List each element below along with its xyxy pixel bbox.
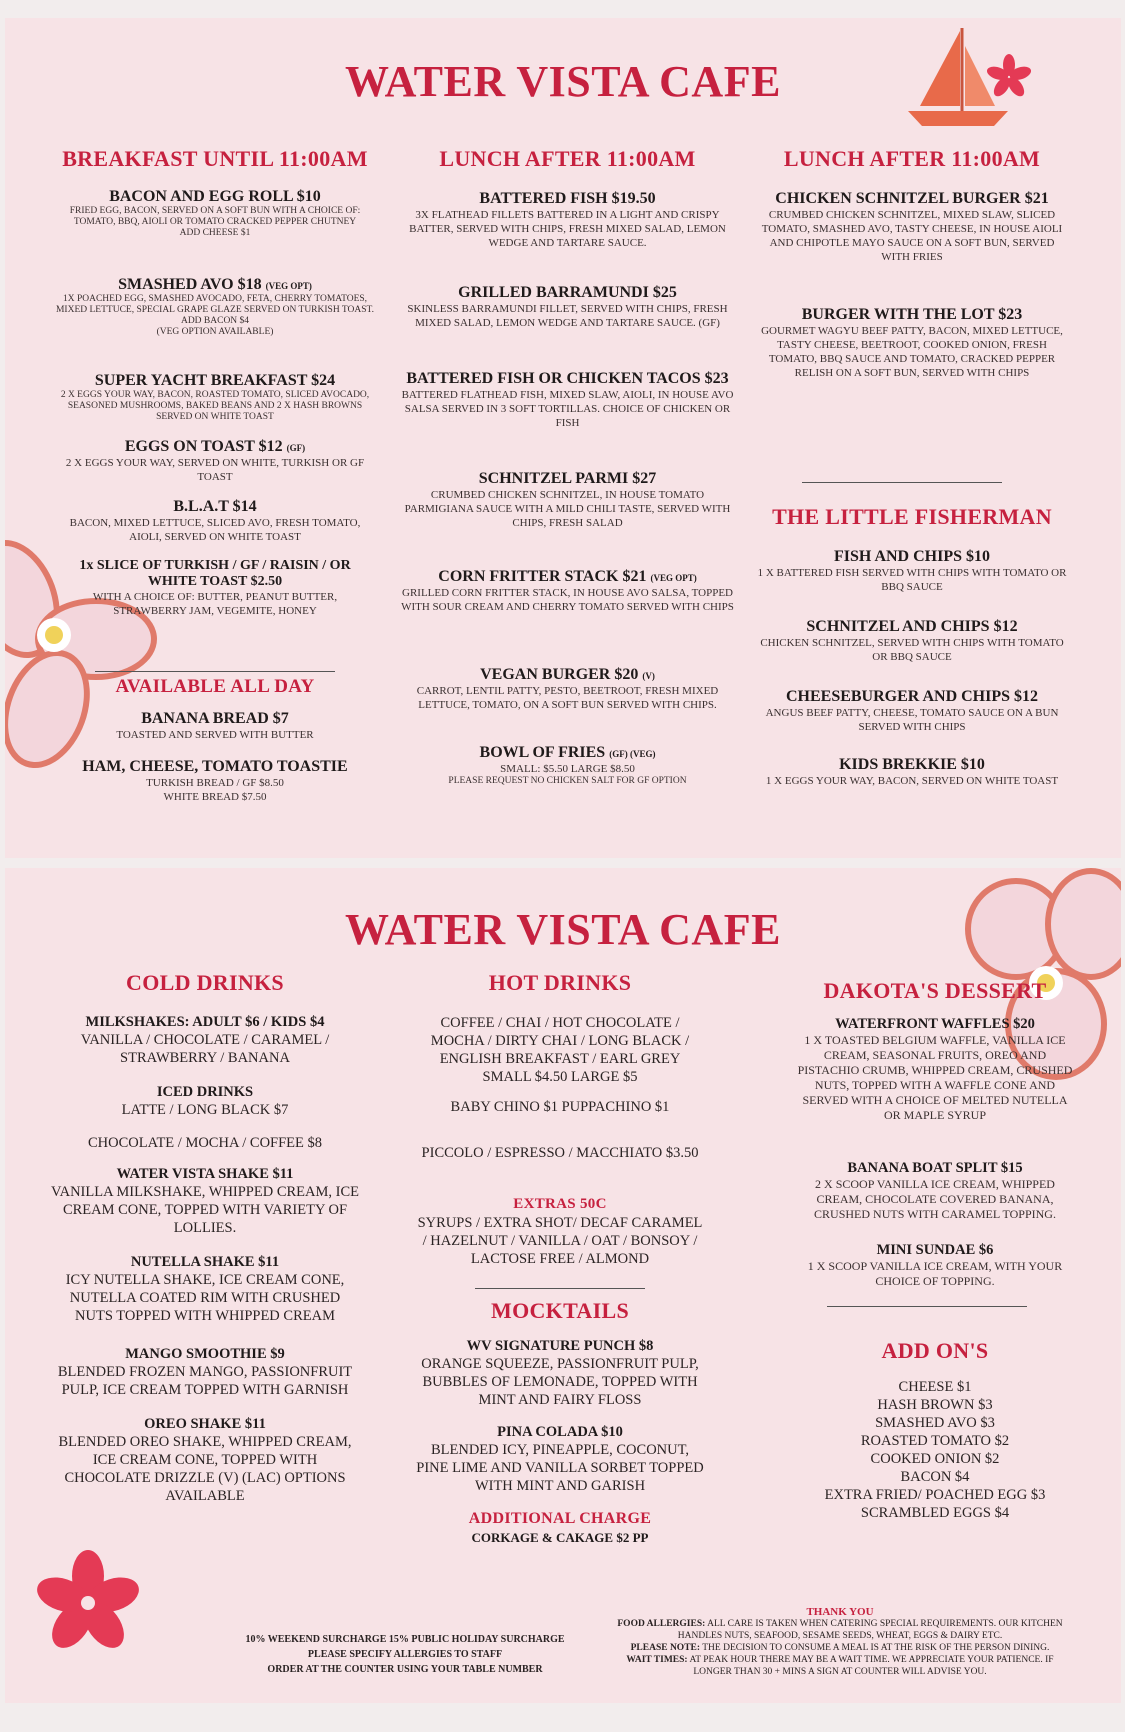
menu-item: BATTERED FISH $19.50 3X FLATHEAD FILLETS BATTERED IN A LIGHT AND CRISPY BATTER, SERVED WITH CHIPS, FRESH MIXED SALAD, LEMON WEDGE AND TARTARE SAUCE.	[409, 190, 726, 249]
menu-item: ICED DRINKS LATTE / LONG BLACK $7	[121, 1084, 289, 1118]
lunch-column-2	[757, 146, 1067, 846]
dessert-column	[795, 978, 1075, 1521]
cold-drinks-column	[50, 970, 360, 1504]
menu-item: SMASHED AVO $18 (VEG OPT) 1X POACHED EGG, SMASHED AVOCADO, FETA, CHERRY TOMATOES, MIXED LETTUCE, SPECIAL GRAPE GLAZE SERVED ON TURKISH TOAST. ADD BACON $4 (VEG OPTION AVAILABLE)	[55, 276, 375, 337]
section-header-additional-charge: ADDITIONAL CHARGE	[468, 1510, 652, 1527]
menu-item: SUPER YACHT BREAKFAST $24 2 X EGGS YOUR WAY, BACON, ROASTED TOMATO, SLICED AVOCADO, SEASONED MUSHROOMS, BAKED BEANS AND 2 X HASH BROWNS SERVED ON WHITE TOAST	[60, 372, 370, 422]
menu-item: CHICKEN SCHNITZEL BURGER $21 CRUMBED CHICKEN SCHNITZEL, MIXED SLAW, SLICED TOMATO, SMASHED AVO, TASTY CHEESE, IN HOUSE AIOLI AND CHIPOTLE MAYO SAUCE ON A SOFT BUN, SERVED WITH FRIES	[761, 190, 1063, 263]
menu-item: BOWL OF FRIES (GF) (VEG) SMALL: $5.50 LARGE $8.50 PLEASE REQUEST NO CHICKEN SALT FOR GF OPTION	[448, 744, 687, 786]
menu-item: COFFEE / CHAI / HOT CHOCOLATE / MOCHA / DIRTY CHAI / LONG BLACK / ENGLISH BREAKFAST / EARL GREY SMALL $4.50 LARGE $5	[430, 1015, 690, 1085]
menu-item: MILKSHAKES: ADULT $6 / KIDS $4 VANILLA / CHOCOLATE / CARAMEL / STRAWBERRY / BANANA	[80, 1014, 330, 1066]
menu-item: PINA COLADA $10 BLENDED ICY, PINEAPPLE, COCONUT, PINE LIME AND VANILLA SORBET TOPPED WITH MINT AND GARISH	[416, 1424, 704, 1494]
menu-item: WATERFRONT WAFFLES $20 1 X TOASTED BELGIUM WAFFLE, VANILLA ICE CREAM, SEASONAL FRUITS, OREO AND PISTACHIO CRUMB, WHIPPED CREAM, CRUSHED NUTS, TOPPED WITH A WAFFLE CONE AND SERVED WITH A CHOICE OF MELTED NUTELLA OR MAPLE SYRUP	[797, 1016, 1073, 1122]
footer-left: 10% WEEKEND SURCHARGE 15% PUBLIC HOLIDAY SURCHARGE PLEASE SPECIFY ALLERGIES TO STAFF ORDER AT THE COUNTER USING YOUR TABLE NUMBER	[245, 1634, 565, 1675]
menu-item: WV SIGNATURE PUNCH $8 ORANGE SQUEEZE, PASSIONFRUIT PULP, BUBBLES OF LEMONADE, TOPPED WITH MINT AND FAIRY FLOSS	[421, 1338, 699, 1408]
section-header-mocktails: MOCKTAILS	[491, 1298, 629, 1323]
cafe-title: WATER VISTA CAFE	[345, 57, 781, 106]
add-ons-list: CHEESE $1 HASH BROWN $3 SMASHED AVO $3 ROASTED TOMATO $2 COOKED ONION $2 BACON $4 EXTRA FRIED/ POACHED EGG $3 SCRAMBLED EGGS $4	[824, 1379, 1046, 1521]
divider	[827, 1306, 1027, 1307]
menu-item: CHEESEBURGER AND CHIPS $12 ANGUS BEEF PATTY, CHEESE, TOMATO SAUCE ON A BUN SERVED WITH CHIPS	[765, 688, 1059, 733]
menu-item: 1x SLICE OF TURKISH / GF / RAISIN / OR WHITE TOAST $2.50 WITH A CHOICE OF: BUTTER, PEANUT BUTTER, STRAWBERRY JAM, VEGEMITE, HONEY	[79, 558, 351, 617]
menu-item: NUTELLA SHAKE $11 ICY NUTELLA SHAKE, ICE CREAM CONE, NUTELLA COATED RIM WITH CRUSHED NUTS TOPPED WITH WHIPPED CREAM	[65, 1254, 345, 1324]
menu-item: OREO SHAKE $11 BLENDED OREO SHAKE, WHIPPED CREAM, ICE CREAM CONE, TOPPED WITH CHOCOLATE DRIZZLE (V) (LAC) OPTIONS AVAILABLE	[58, 1416, 352, 1504]
section-header-all-day: AVAILABLE ALL DAY	[115, 676, 315, 697]
divider	[95, 671, 335, 672]
section-header-add-ons: ADD ON'S	[881, 1338, 989, 1363]
section-header-lunch: LUNCH AFTER 11:00AM	[439, 146, 696, 171]
menu-page-food	[5, 18, 1121, 858]
section-header-kids: THE LITTLE FISHERMAN	[772, 504, 1052, 529]
menu-item: VEGAN BURGER $20 (V) CARROT, LENTIL PATTY, PESTO, BEETROOT, FRESH MIXED LETTUCE, TOMATO, ON A SOFT BUN SERVED WITH CHIPS.	[416, 666, 719, 711]
menu-item: MANGO SMOOTHIE $9 BLENDED FROZEN MANGO, PASSIONFRUIT PULP, ICE CREAM TOPPED WITH GARNISH	[57, 1346, 353, 1398]
menu-item: BANANA BREAD $7 TOASTED AND SERVED WITH BUTTER	[116, 710, 314, 741]
menu-item: PICCOLO / ESPRESSO / MACCHIATO $3.50	[421, 1145, 699, 1161]
menu-item: BACON AND EGG ROLL $10 FRIED EGG, BACON, SERVED ON A SOFT BUN WITH A CHOICE OF: TOMATO, BBQ, AIOLI OR TOMATO CRACKED PEPPER CHUTNEY ADD CHEESE $1	[69, 188, 361, 238]
menu-item: BURGER WITH THE LOT $23 GOURMET WAGYU BEEF PATTY, BACON, MIXED LETTUCE, TASTY CHEESE, BEETROOT, COOKED ONION, FRESH TOMATO, BBQ SAUCE AND TOMATO, CRACKED PEPPER RELISH ON A SOFT BUN, SERVED WITH CHIPS	[761, 306, 1063, 379]
menu-item: WATER VISTA SHAKE $11 VANILLA MILKSHAKE, WHIPPED CREAM, ICE CREAM CONE, TOPPED WITH VARIETY OF LOLLIES.	[51, 1166, 359, 1236]
lunch-column-1	[395, 146, 740, 846]
section-header-breakfast: BREAKFAST UNTIL 11:00AM	[62, 146, 368, 171]
menu-item: SYRUPS / EXTRA SHOT/ DECAF CARAMEL / HAZELNUT / VANILLA / OAT / BONSOY / LACTOSE FREE / ALMOND	[417, 1215, 703, 1267]
section-header-cold-drinks: COLD DRINKS	[126, 970, 284, 995]
menu-item: SCHNITZEL PARMI $27 CRUMBED CHICKEN SCHNITZEL, IN HOUSE TOMATO PARMIGIANA SAUCE WITH A MILD CHILI TASTE, SERVED WITH CHIPS, FRESH SALAD	[404, 470, 731, 529]
menu-item: MINI SUNDAE $6 1 X SCOOP VANILLA ICE CREAM, WITH YOUR CHOICE OF TOPPING.	[807, 1242, 1063, 1288]
breakfast-column	[55, 146, 375, 826]
section-header-extras: EXTRAS 50C	[513, 1196, 607, 1212]
section-header-dessert: DAKOTA'S DESSERT	[823, 978, 1047, 1003]
red-flower-icon	[33, 1548, 143, 1658]
menu-item: CORN FRITTER STACK $21 (VEG OPT) GRILLED CORN FRITTER STACK, IN HOUSE AVO SALSA, TOPPED WITH SOUR CREAM AND CHERRY TOMATO SERVED WITH CHIPS	[401, 568, 734, 613]
cafe-title: WATER VISTA CAFE	[345, 905, 781, 954]
menu-item: HAM, CHEESE, TOMATO TOASTIE TURKISH BREAD / GF $8.50 WHITE BREAD $7.50	[82, 758, 348, 803]
divider	[802, 482, 1002, 483]
menu-page-drinks	[5, 868, 1121, 1703]
menu-item: FISH AND CHIPS $10 1 X BATTERED FISH SERVED WITH CHIPS WITH TOMATO OR BBQ SAUCE	[757, 548, 1067, 593]
menu-item: SCHNITZEL AND CHIPS $12 CHICKEN SCHNITZEL, SERVED WITH CHIPS WITH TOMATO OR BBQ SAUCE	[760, 618, 1064, 663]
menu-item: B.L.A.T $14 BACON, MIXED LETTUCE, SLICED AVO, FRESH TOMATO, AIOLI, SERVED ON WHITE TOAST	[69, 498, 361, 543]
menu-item: KIDS BREKKIE $10 1 X EGGS YOUR WAY, BACON, SERVED ON WHITE TOAST	[765, 756, 1059, 787]
divider	[475, 1288, 645, 1289]
menu-item: BANANA BOAT SPLIT $15 2 X SCOOP VANILLA ICE CREAM, WHIPPED CREAM, CHOCOLATE COVERED BANANA, CRUSHED NUTS WITH CARAMEL TOPPING.	[814, 1160, 1056, 1221]
menu-item: EGGS ON TOAST $12 (GF) 2 X EGGS YOUR WAY, SERVED ON WHITE, TURKISH OR GF TOAST	[65, 438, 365, 483]
menu-item: BATTERED FISH OR CHICKEN TACOS $23 BATTERED FLATHEAD FISH, MIXED SLAW, AIOLI, IN HOUSE AVO SALSA SERVED IN 3 SOFT TORTILLAS. CHOICE OF CHICKEN OR FISH	[401, 370, 734, 429]
section-header-hot-drinks: HOT DRINKS	[488, 970, 632, 995]
section-header-lunch-2: LUNCH AFTER 11:00AM	[783, 146, 1041, 171]
menu-item: GRILLED BARRAMUNDI $25 SKINLESS BARRAMUNDI FILLET, SERVED WITH CHIPS, FRESH MIXED SALAD, LEMON WEDGE AND TARTARE SAUCE. (GF)	[407, 284, 728, 329]
menu-item: CORKAGE & CAKAGE $2 PP	[471, 1530, 649, 1545]
hot-drinks-column	[415, 970, 705, 1570]
menu-item: BABY CHINO $1 PUPPACHINO $1	[450, 1099, 670, 1115]
footer-right: THANK YOU FOOD ALLERGIES: ALL CARE IS TAKEN WHEN CATERING SPECIAL REQUIREMENTS. OUR KITCHEN HANDLES NUTS, SEAFOOD, SESAME SEEDS, WHEAT, EGGS & DAIRY ETC. PLEASE NOTE: THE DECISION TO CONSUME A MEAL IS AT THE RISK OF THE PERSON DINING. WAIT TIMES: AT PEAK HOUR THERE MAY BE A WAIT TIME. WE APPRECIATE YOUR PATIENCE. IF LONGER THAN 30 + MINS A SIGN AT COUNTER WILL ADVISE YOU.	[617, 1606, 1063, 1677]
menu-item: CHOCOLATE / MOCHA / COFFEE $8	[87, 1135, 323, 1151]
